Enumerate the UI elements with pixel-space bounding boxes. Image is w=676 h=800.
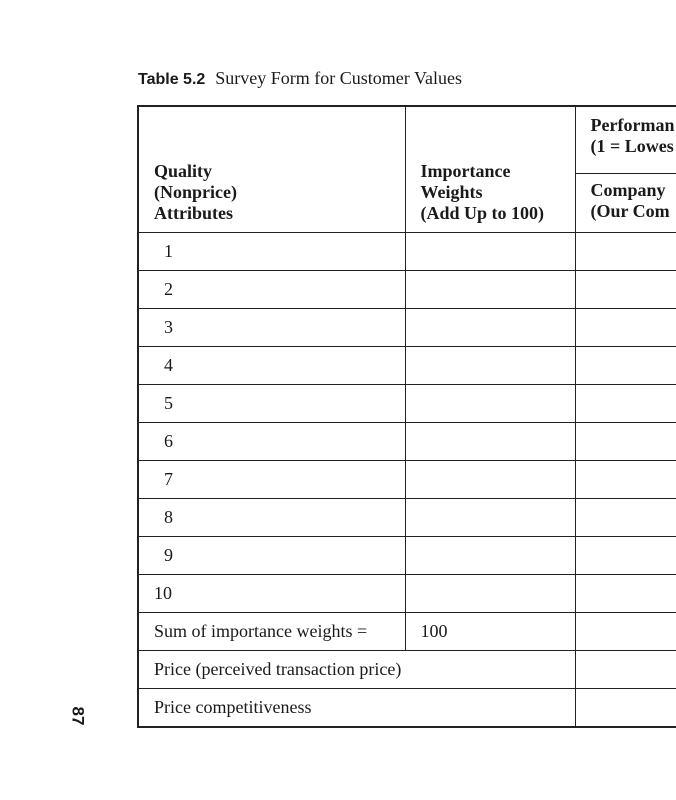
header-line: Importance [420,161,511,181]
table-row [138,385,676,423]
table-row [138,423,676,461]
table-row [138,233,676,271]
attribute-number: 5 [138,385,405,423]
table-row [138,537,676,575]
page-number: 87 [68,706,88,726]
table-row [138,575,676,613]
attribute-number: 10 [138,575,405,613]
survey-table-container [137,105,676,729]
header-line: Quality [154,161,213,181]
weight-cell[interactable] [405,461,575,499]
table-title: Survey Form for Customer Values [215,68,462,88]
header-company [575,174,676,233]
header-importance-weights [405,106,575,233]
attribute-number: 3 [138,309,405,347]
weight-cell[interactable] [405,499,575,537]
table-row [138,271,676,309]
attribute-number: 8 [138,499,405,537]
weight-cell[interactable] [405,575,575,613]
price-row [138,689,676,728]
header-line: Attributes [154,203,233,223]
header-line: Weights [420,182,483,202]
score-cell[interactable] [575,423,676,461]
attribute-number: 7 [138,461,405,499]
weight-cell[interactable] [405,233,575,271]
score-cell[interactable] [575,689,676,728]
header-line: Company [590,180,666,200]
score-cell[interactable] [575,499,676,537]
score-cell[interactable] [575,575,676,613]
table-caption [138,68,462,89]
weight-cell[interactable] [405,385,575,423]
header-line: (Our Com [590,201,670,221]
header-line: (Nonprice) [154,182,237,202]
sum-label: Sum of importance weights = [138,613,405,651]
header-line: (1 = Lowes [590,136,674,156]
table-row [138,461,676,499]
attribute-number: 4 [138,347,405,385]
header-performance [575,106,676,174]
score-cell[interactable] [575,271,676,309]
score-cell[interactable] [575,233,676,271]
table-row [138,499,676,537]
score-cell[interactable] [575,651,676,689]
weight-cell[interactable] [405,309,575,347]
price-row [138,651,676,689]
weight-cell[interactable] [405,347,575,385]
price-label: Price (perceived transaction price) [138,651,575,689]
table-label: Table 5.2 [138,71,206,88]
score-cell[interactable] [575,537,676,575]
sum-value: 100 [405,613,575,651]
table-row [138,309,676,347]
attribute-number: 9 [138,537,405,575]
weight-cell[interactable] [405,537,575,575]
score-cell[interactable] [575,613,676,651]
header-line: Performan [590,115,675,135]
attribute-number: 1 [138,233,405,271]
price-competitiveness-label: Price competitiveness [138,689,575,728]
attribute-number: 6 [138,423,405,461]
header-quality-attributes [138,106,405,233]
attribute-number: 2 [138,271,405,309]
weight-cell[interactable] [405,271,575,309]
weight-cell[interactable] [405,423,575,461]
score-cell[interactable] [575,347,676,385]
score-cell[interactable] [575,461,676,499]
header-line: (Add Up to 100) [420,203,545,223]
table-row [138,347,676,385]
score-cell[interactable] [575,385,676,423]
survey-table [137,105,676,728]
score-cell[interactable] [575,309,676,347]
sum-row [138,613,676,651]
